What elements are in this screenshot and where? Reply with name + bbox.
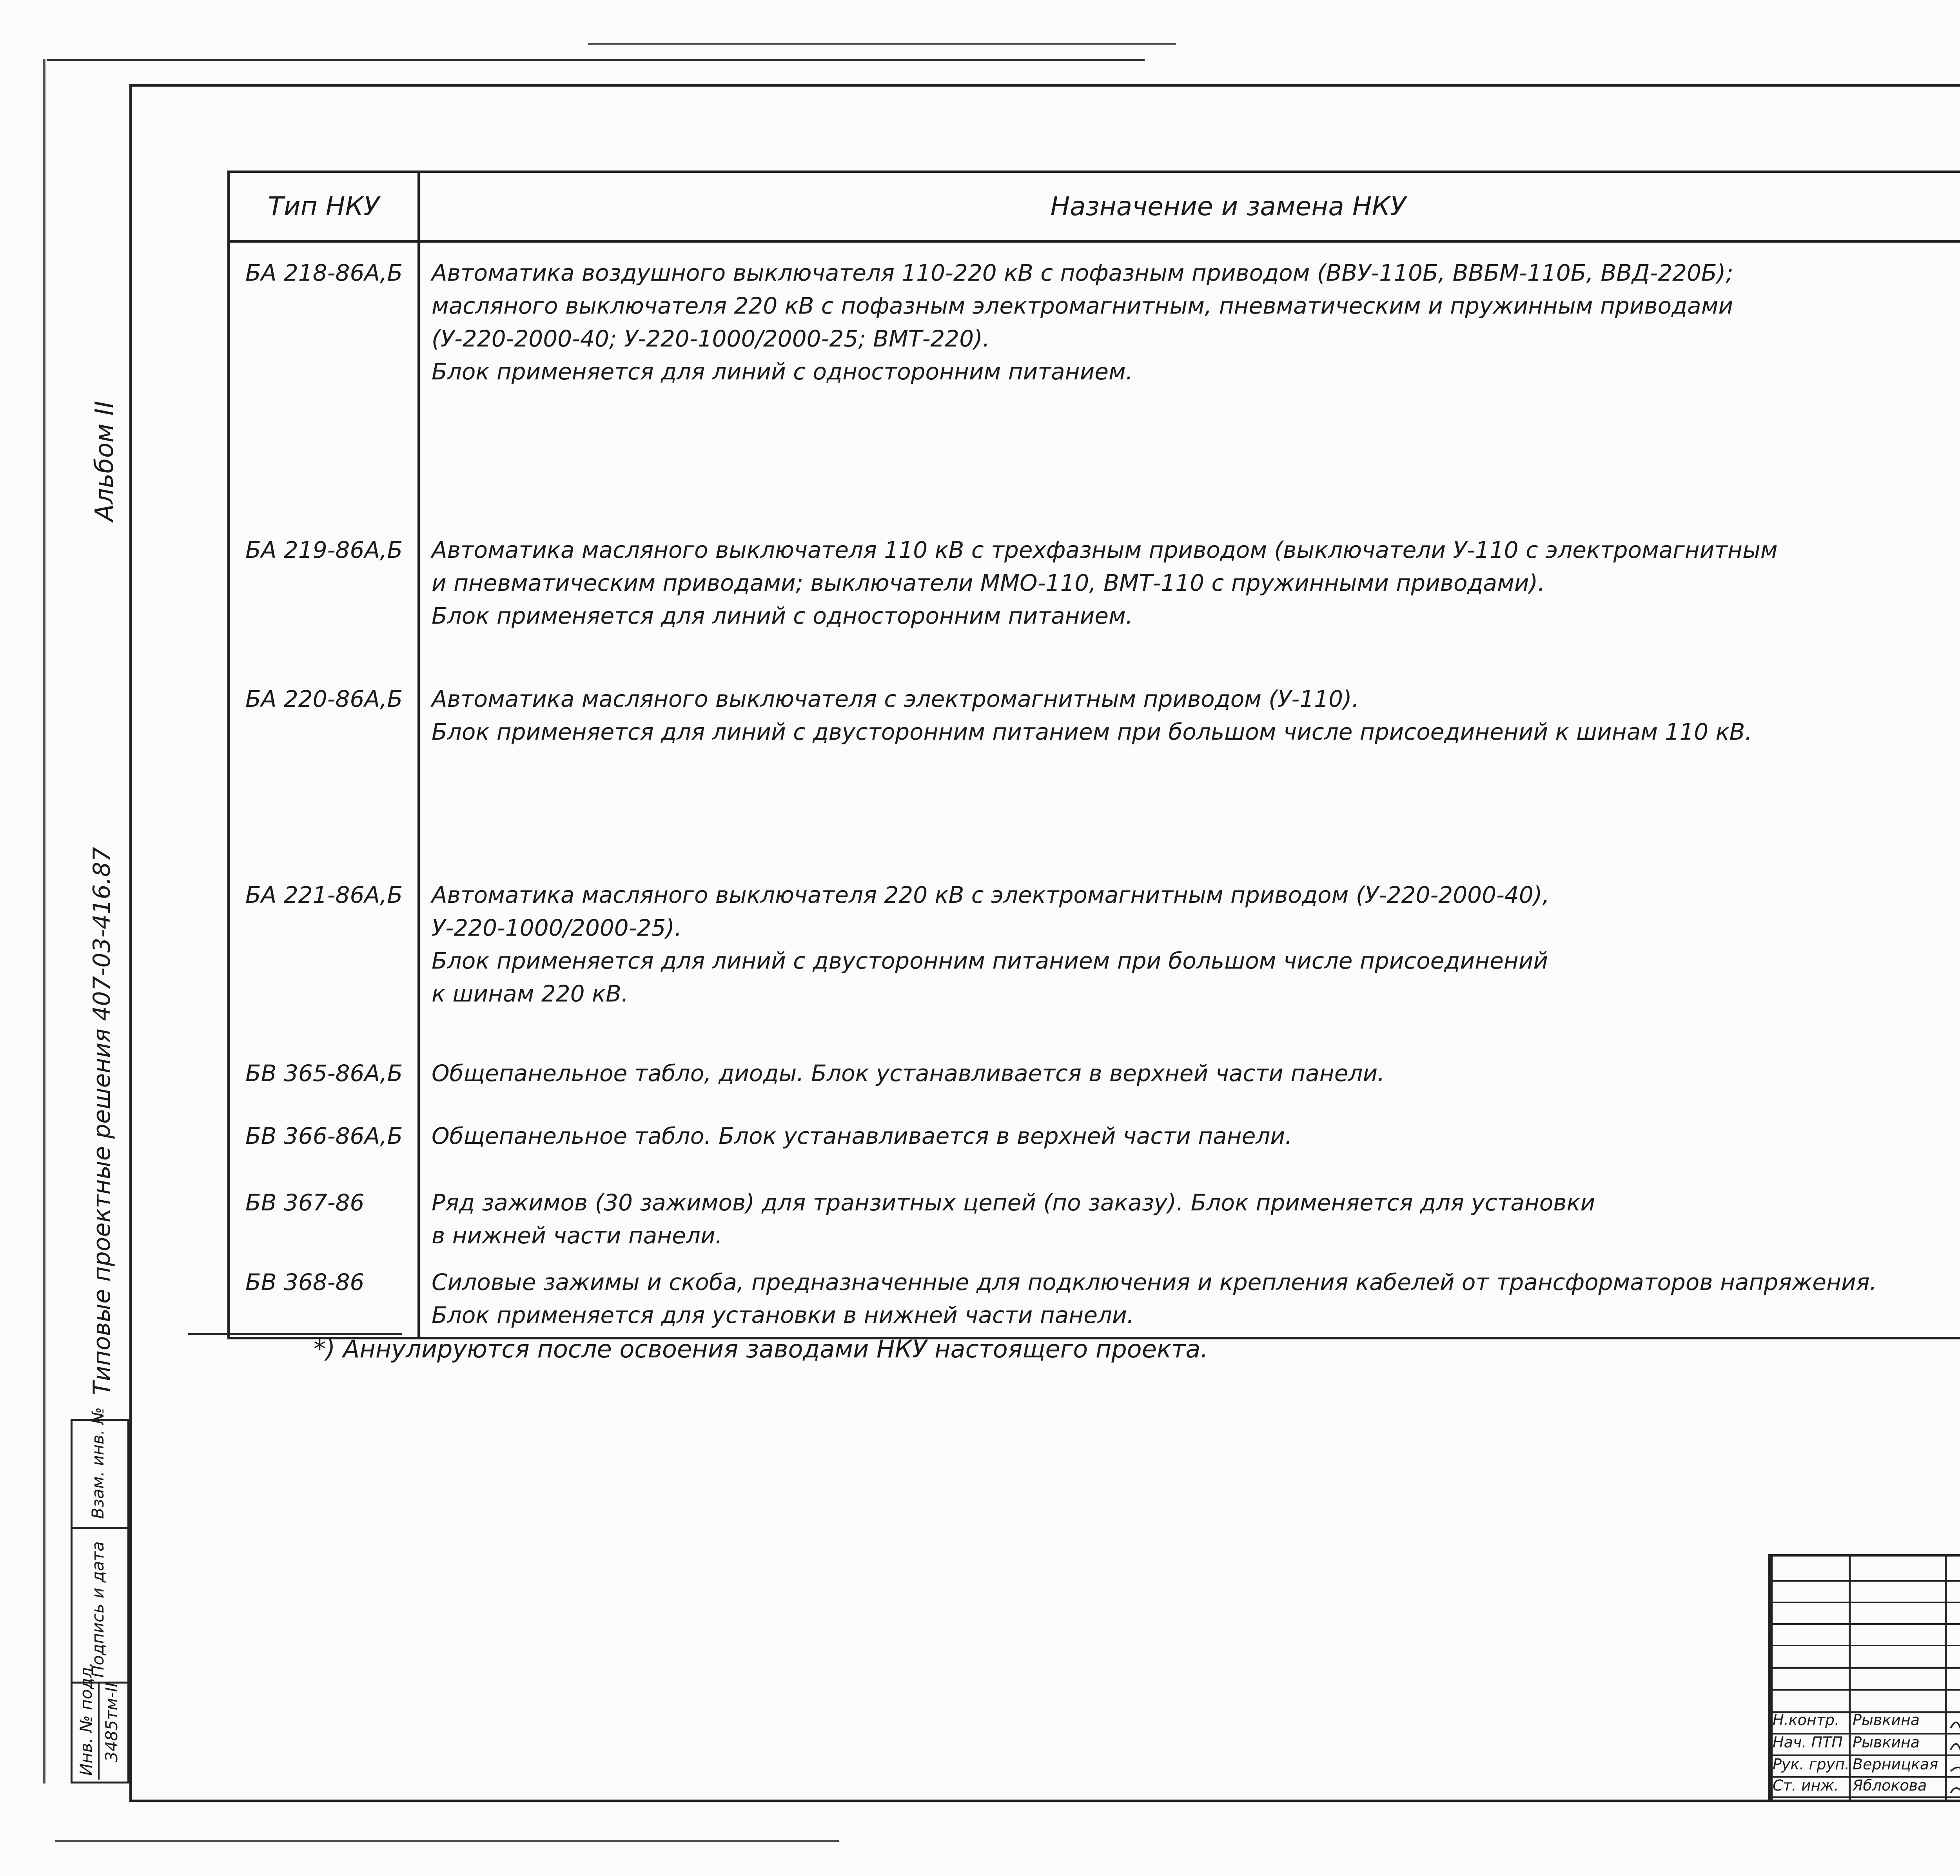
stamp-cell [73,1662,127,1780]
purpose-cell [419,669,1960,865]
purpose-line: (У-220-2000-40; У-220-1000/2000-25; ВМТ-220). [432,325,990,352]
signature-role: Ст. инж. [1773,1777,1839,1794]
stamp-label: Подпись и дата [88,1541,107,1678]
stamp-cell [73,1529,127,1684]
inventory-number: 3485тм-II [102,1682,121,1762]
table-row [229,669,1960,865]
signature-role: Нач. ПТП [1773,1734,1843,1751]
purpose-line: Блок применяется для линий с односторонним питанием. [432,602,1133,629]
purpose-line: Блок применяется для линий с односторонним питанием. [432,358,1133,385]
purpose-cell [419,1252,1960,1338]
signature-name: Рывкина [1853,1734,1920,1751]
purpose-cell [419,865,1960,1043]
scan-artifact [588,43,1176,45]
table-row [229,865,1960,1043]
purpose-cell [419,1043,1960,1106]
footnote: *) Аннулируются после освоения заводами НКУ настоящего проекта. [314,1335,1209,1363]
purpose-line: Общепанельное табло. Блок устанавливается в верхней части панели. [432,1123,1292,1149]
nku-type-cell: БА 219-86А,Б [229,520,419,669]
nku-type-cell: БВ 365-86А,Б [229,1043,419,1106]
nku-type-cell: БВ 366-86А,Б [229,1106,419,1172]
purpose-line: Блок применяется для линий с двусторонним питанием при большом числе присоединений к шинам 110 кВ. [432,718,1752,745]
purpose-line: Автоматика масляного выключателя 110 кВ с трехфазным приводом (выключатели У-110 с электромагнитным [432,537,1778,563]
table-row [229,241,1960,520]
scan-artifact [55,1840,839,1842]
purpose-cell [419,1106,1960,1172]
signature-name: Верницкая [1853,1756,1938,1773]
purpose-cell [419,241,1960,520]
nku-type-cell: БВ 367-86 [229,1172,419,1252]
series-label: Типовые проектные решения 407-03-416.87 [88,847,116,1395]
table-row [229,1043,1960,1106]
table-row [229,520,1960,669]
purpose-line: и пневматическим приводами; выключатели ММО-110, ВМТ-110 с пружинными приводами). [432,570,1545,596]
stamp-divider [98,1684,100,1780]
signature-role: Рук. груп. [1773,1756,1850,1773]
table-row [229,1252,1960,1338]
table-row [229,1106,1960,1172]
purpose-line: Автоматика масляного выключателя с электромагнитным приводом (У-110). [432,686,1359,712]
inventory-stamp [71,1407,129,1783]
stamp-label: Взам. инв. № [88,1407,107,1519]
nku-type-cell: БА 218-86А,Б [229,241,419,520]
title-block [1768,1554,1960,1802]
scan-artifact [47,59,1145,61]
purpose-cell [419,1172,1960,1252]
signature-name: Яблокова [1853,1777,1927,1794]
scan-artifact [43,59,45,1783]
column-header-purpose: Назначение и замена НКУ [419,172,1960,241]
purpose-line: Блок применяется для линий с двусторонним питанием при большом числе присоединений [432,947,1548,974]
purpose-cell [419,520,1960,669]
purpose-line: Общепанельное табло, диоды. Блок устанавливается в верхней части панели. [432,1060,1385,1087]
purpose-line: Автоматика масляного выключателя 220 кВ с электромагнитным приводом (У-220-2000-40), [432,882,1550,908]
nku-table [227,171,1960,1339]
purpose-line: масляного выключателя 220 кВ с пофазным электромагнитным, пневматическим и пружинным приводами [432,292,1733,319]
purpose-line: У-220-1000/2000-25). [432,914,682,941]
signature-name: Рывкина [1853,1711,1920,1729]
nku-type-cell: БА 221-86А,Б [229,865,419,1043]
table-row [229,1172,1960,1252]
purpose-line: к шинам 220 кВ. [432,980,629,1007]
purpose-line: Автоматика воздушного выключателя 110-220 кВ с пофазным приводом (ВВУ-110Б, ВВБМ-110Б, ВВД-220Б); [432,259,1733,286]
stamp-cell [73,1407,127,1529]
purpose-line: Ряд зажимов (30 зажимов) для транзитных цепей (по заказу). Блок применяется для установки [432,1189,1595,1216]
nku-type-cell: БА 220-86А,Б [229,669,419,865]
column-header-type: Тип НКУ [229,172,419,241]
purpose-line: Силовые зажимы и скоба, предназначенные для подключения и крепления кабелей от трансформаторов напряжения. [432,1269,1877,1295]
album-label: Альбом II [90,401,119,521]
nku-type-cell: БВ 368-86 [229,1252,419,1338]
purpose-line: в нижней части панели. [432,1222,723,1249]
table-header-row [229,172,1960,241]
signature-scribbles [1947,1713,1960,1799]
stamp-label: Инв. № подл. [76,1662,96,1776]
signature-role: Н.контр. [1773,1711,1840,1729]
purpose-line: Блок применяется для установки в нижней части панели. [432,1302,1134,1328]
